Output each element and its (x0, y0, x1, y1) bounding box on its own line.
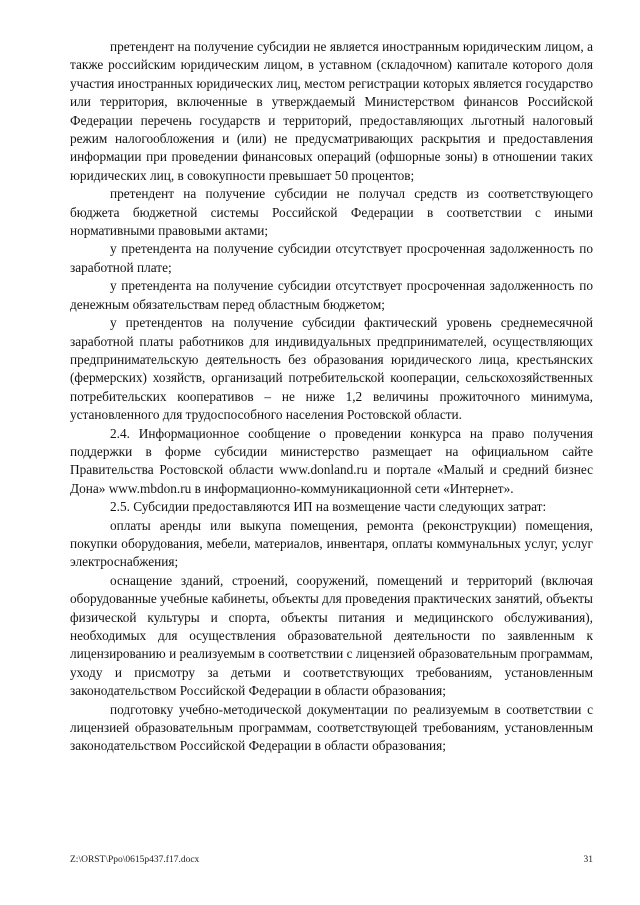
paragraph: у претендентов на получение субсидии фактический уровень среднемесячной заработной платы работников для индивидуальных предпринимателей, осуществляющих предпринимательскую деятельность без образования юридического лица, крестьянских (фермерских) хозяйств, организаций потребительской кооперации, сельскохозяйственных потребительских кооперативов – не ниже 1,2 величины прожиточного минимума, установленного для трудоспособного населения Ростовской области. (70, 315, 593, 423)
paragraph: подготовку учебно-методической документации по реализуемым в соответствии с лицензией образовательным программам, соответствующей требованиям, установленным законодательством Российской Федерации в области образования; (70, 701, 593, 754)
paragraph: 2.4. Информационное сообщение о проведении конкурса на право получения поддержки в форме субсидии министерство размещает на официальном сайте Правительства Ростовской области www.donland.ru и портале «Малый и средний бизнес Дона» www.mbdon.ru в информационно-коммуникационной сети «Интернет». (70, 425, 593, 496)
paragraph: оснащение зданий, строений, сооружений, помещений и территорий (включая оборудованные учебные кабинеты, объекты для проведения практических занятий, объекты физической культуры и спорта, объекты питания и медицинского обслуживания), необходимых для осуществления образовательной деятельности по заявленным к лицензированию и реализуемым в соответствии с лицензией образовательным программам, уходу и присмотру за детьми и соответствующих требованиям, установленным законодательством Российской Федерации в области образования; (70, 572, 593, 699)
footer-page-number: 31 (583, 855, 593, 865)
paragraph: 2.5. Субсидии предоставляются ИП на возмещение части следующих затрат: (110, 499, 547, 515)
paragraph: претендент на получение субсидии не получал средств из соответствующего бюджета бюджетной системы Российской Федерации в соответствии с иными нормативными правовыми актами; (70, 186, 593, 239)
paragraph: у претендента на получение субсидии отсутствует просроченная задолженность по заработной плате; (70, 241, 593, 275)
document-body (70, 38, 593, 756)
footer-file-path: Z:\ORST\Ppo\0615p437.f17.docx (70, 855, 200, 865)
paragraph: у претендента на получение субсидии отсутствует просроченная задолженность по денежным обязательствам перед областным бюджетом; (70, 278, 593, 312)
paragraph: претендент на получение субсидии не является иностранным юридическим лицом, а также российским юридическим лицом, в уставном (складочном) капитале которого доля участия иностранных юридических лиц, местом регистрации которых является государство или территория, включенные в утверждаемый Министерством финансов Российской Федерации перечень государств и территорий, предоставляющих льготный налоговый режим налогообложения и (или) не предусматривающих раскрытия и предоставления информации при проведении финансовых операций (офшорные зоны) в отношении таких юридических лиц, в совокупности превышает 50 процентов; (70, 39, 593, 183)
paragraph: оплаты аренды или выкупа помещения, ремонта (реконструкции) помещения, покупки оборудования, мебели, материалов, инвентаря, оплаты коммунальных услуг, услуг электроснабжения; (70, 517, 593, 570)
